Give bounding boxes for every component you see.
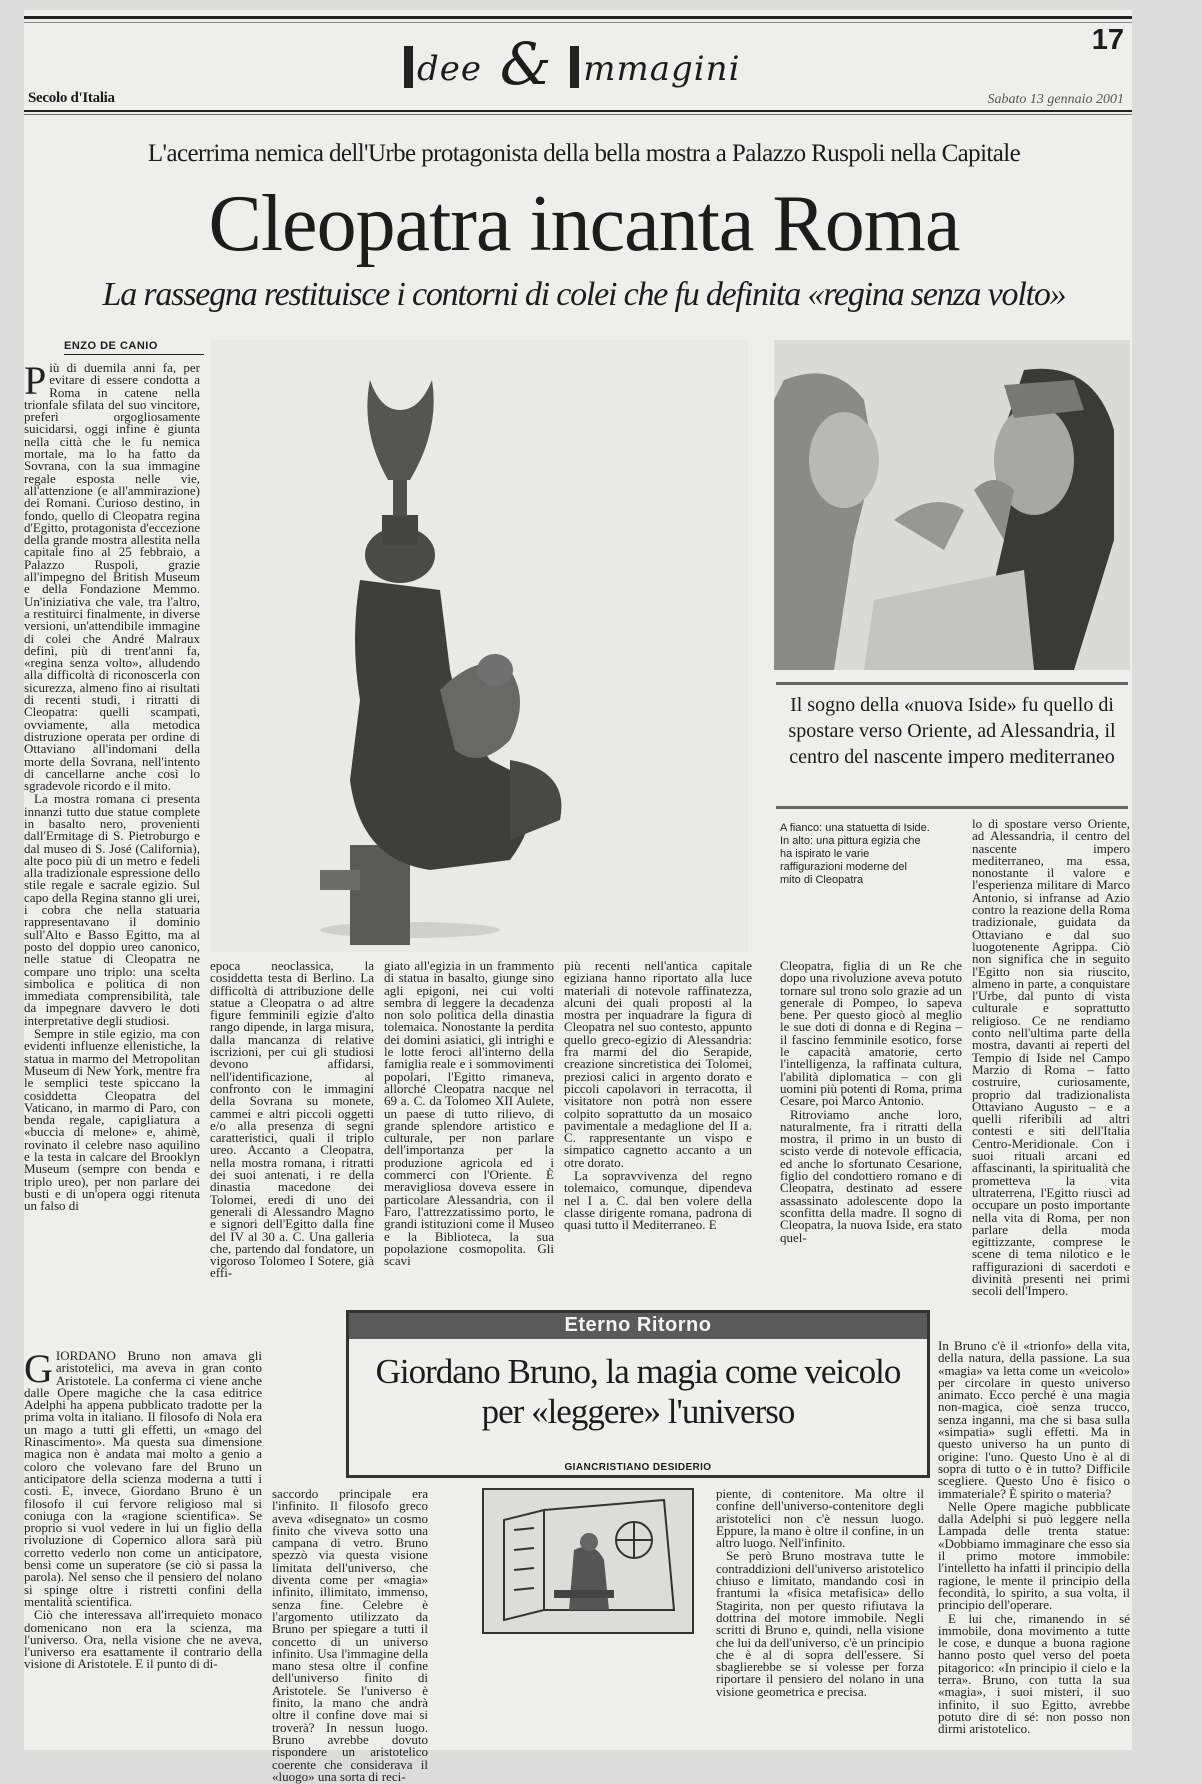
main-column-3: giato all'egizia in un frammento di statua in basalto, giunge sino agli epigoni, nei cui volti sembra di leggere la decadenza non solo politica della dinastia tolemaica. Nonostante la perdita dei domini asiatici, gli intrighi e le lotte feroci all'interno della famiglia reale e i sommovimenti popolari, l'Egitto rimaneva, allorché Cleopatra nacque nel 69 a. C. da Tolomeo XII Aulete, un paese di tutto rilievo, di grande splendore artistico e culturale, per non parlare dell'importanza per la produzione agricola ed i commerci con l'Oriente. È meravigliosa doveva essere in particolare Alessandria, con il Faro, l'attrezzatissimo porto, le grandi istituzioni come il Museo e la Biblioteca, la sua popolazione cosmopolita. Gli scavi bbox=[384, 958, 554, 1269]
bruno-col1-para2: Ciò che interessava all'irrequieto monaco domenicano non era la scienza, ma l'universo. Ora, nella visione che ne aveva, l'universo era esattamente il contrario della visione di Aristotele. E il punto di di- bbox=[24, 1607, 262, 1672]
engraving-illustration bbox=[484, 1490, 692, 1632]
main-column-6: lo di spostare verso Oriente, ad Alessandria, il centro del nascente impero mediterraneo, ma essa, nonostante il valore e l'esperienza militare di Marco Antonio, si infranse ad Azio contro la reazione della Roma tradizionale, guidata da Ottaviano e dal suo luogotenente Agrippa. Ciò non significa che in seguito l'Egitto non sia riuscito, almeno in parte, a conquistare l'Urbe, dal punto di vista culturale e soprattutto religioso. Ce ne rendiamo conto nell'ultima parte della mostra, davanti ai reperti del Tempio di Iside nel Campo Marzio di Roma – fatto costruire, curiosamente, proprio dal tradizionalista Ottaviano Augusto – e a quelli riferibili ad altri contesti e siti dell'Italia Centro-Meridionale. Con i suoi rituali arcani ed affascinanti, la spiritualità che prometteva la vita ultraterrena, l'Egitto riuscì ad occupare un posto importante nella vita di Roma, per non parlare della moda egittizzante, comprese le scene di tema nilotico e le raffigurazioni di sacerdoti e divinità presenti nei primi secoli dell'Impero. bbox=[972, 816, 1130, 1299]
statue-illustration bbox=[210, 340, 748, 952]
page-number: 17 bbox=[1091, 24, 1124, 56]
main-col5-para2: Ritroviamo anche loro, naturalmente, fra i ritratti della mostra, il primo in un busto di scisto verde di notevole efficacia, ed anche lo sfortunato Cesarione, figlio del condottiero romano e di Cleopatra, destinato ad essere assassinato adolescente dopo la sconfitta della madre. Il sogno di Cleopatra, la nuova Iside, era stato quel- bbox=[780, 1106, 962, 1245]
issue-date: Sabato 13 gennaio 2001 bbox=[987, 92, 1124, 107]
main-column-1 bbox=[24, 358, 200, 1376]
bruno-column-2: saccordo principale era l'infinito. Il filosofo greco aveva «disegnato» un cosmo finito che viveva sotto una campana di vetro. Bruno spezzò via questa visione limitata dell'universo, che diventa come per «magia» infinito, illimitato, immenso, senza fine. Celebre è l'argomento utilizzato da Bruno per spiegare a tutti il concetto di un universo infinito. Usa l'immagine della mano stesa oltre il confine dell'universo finito di Aristotele. Se l'universo è finito, la mano che andrà oltre il confine dove mai si troverà? In nessun luogo. Bruno avrebbe dovuto rispondere un aristotelico coerente che considerava il «luogo» una sorta di reci- bbox=[272, 1486, 428, 1784]
woodcut-engraving-illustration bbox=[482, 1488, 694, 1634]
bruno-column-1 bbox=[24, 1346, 262, 1746]
egyptian-painting-photo bbox=[774, 340, 1130, 670]
isis-statuette-photo bbox=[210, 340, 748, 952]
byline-rule bbox=[64, 354, 204, 355]
rubric-label: Eterno Ritorno bbox=[564, 1314, 712, 1336]
bruno-col1-para1: IORDANO Bruno non amava gli aristotelici, ma aveva in gran conto Aristotele. La conferma ci viene anche dalle Opere magiche che la casa editrice Adelphi ha appena pubblicato tradotte per la prima volta in italiano. Il filosofo di Nola era un mago a tutti gli effetti, un «mago del Rinascimento». Ma questa sua dimensione magica non è andata mai molto a genio a coloro che volevano fare del Bruno un anticipatore della scienza moderna a tutti i costi. E, invece, Giordano Bruno è un filosofo il cui fervore religioso mal si coniuga con la «ragione scientifica». Se proprio si vuol vedere in lui un figlio della rivoluzione di Copernico allora sarà più corretto vederlo non come un anticipatore, bensì come un superatore (se ciò si passa la parola). Nel senso che il pensiero del nolano si spinge oltre i ristretti confini della mentalità scientifica. bbox=[24, 1348, 262, 1609]
newspaper-name: Secolo d'Italia bbox=[28, 90, 115, 106]
main-col5-para1: Cleopatra, figlia di un Re che dopo una rivoluzione aveva potuto tornare sul trono solo grazie ad un generale di Pompeo, lo sapeva bene. Per questo giocò al meglio le sue doti di donna e di Regina – il fascino femminile esotico, forse le capacità amatorie, certo l'intelligenza, la raffinata cultura, l'abilità diplomatica – con gli uomini più potenti di Roma, prima Cesare, poi Marco Antonio. bbox=[780, 958, 962, 1109]
subheadline: La rassegna restituisce i contorni di colei che fu definita «regina senza volto» bbox=[102, 276, 1066, 313]
pullquote-rule-top bbox=[776, 682, 1128, 685]
headline: Cleopatra incanta Roma bbox=[208, 180, 960, 268]
header-rule bbox=[24, 110, 1132, 112]
main-col4-para2: La sopravvivenza del regno tolemaico, comunque, dipendeva nel I a. C. dal ben volere della classe dirigente romana, padrona di quasi tutto il Mediterraneo. E bbox=[564, 1168, 752, 1233]
bruno-column-3 bbox=[716, 1488, 924, 1746]
top-rule-thin bbox=[24, 22, 1132, 23]
kicker: L'acerrima nemica dell'Urbe protagonista della bella mostra a Palazzo Ruspoli nella Capitale bbox=[147, 140, 1021, 167]
main-col1-para1: iù di duemila anni fa, per evitare di essere condotta a Roma in catene nella trionfale sfilata del suo vincitore, preferì orgogliosamente suicidarsi, oggi infine è giunta nella città che le fu nemica mortale, ma lo ha fatto da Sovrana, con la sua immagine regale esposta nelle vie, all'attenzione (e all'ammirazione) dei Romani. Curioso destino, in fondo, quello di Cleopatra regina d'Egitto, protagonista d'eccezione della grande mostra allestita nella capitale fino al 25 febbraio, a Palazzo Ruspoli, grazie all'impegno del British Museum e della Fondazione Memmo. Un'iniziativa che vale, tra l'altro, a restituirci finalmente, in diverse versioni, un'attendibile immagine di colei che André Malraux definì, più di trent'anni fa, «regina senza volto», alludendo alla difficoltà di riconoscerla con sicurezza, almeno fino ai risultati di recenti studi, i ritratti di Cleopatra: quelli scampati, ovviamente, alla metodica distruzione operata per ordine di Ottaviano all'indomani della morte della Sovrana, nell'intento di cancellarne anche così lo sgradevole ricordo e il mito. bbox=[24, 360, 200, 794]
bruno-col3-para1: piente, di contenitore. Ma oltre il confine dell'universo-contenitore degli aristotelici non c'è nessun luogo. Eppure, la mano è oltre il confine, in un altro luogo. Nell'infinito. bbox=[716, 1486, 924, 1551]
section-title-part1: dee bbox=[417, 49, 483, 89]
top-rule bbox=[24, 16, 1132, 19]
section-title bbox=[404, 30, 864, 98]
bruno-headline: Giordano Bruno, la magia come veicolo per «leggere» l'universo bbox=[375, 1352, 901, 1431]
main-col1-para2: La mostra romana ci presenta innanzi tutto due statue complete in basalto nero, provenienti dall'Ermitage di S. Pietroburgo e dal museo di S. José (California), alte poco più di un metro e fedeli alla tradizionale espressione dello stile regale e sacrale egizio. Sul capo della Regina stanno gli urei, i cobra che nella statuaria rappresentavano il dominio sull'Alto e Basso Egitto, ma al posto del doppio ureo canonico, nelle statue di Cleopatra ne compare uno triplo: una scelta simbolica e politica di non immediata comprensibilità, tale da impegnare davvero le doti interpretative degli studiosi. bbox=[24, 791, 200, 1028]
header-rule-thin bbox=[24, 114, 1132, 115]
photo-caption: A fianco: una statuetta di Iside. In alto: una pittura egizia che ha ispirato le varie raffigurazioni moderne del mito di Cleopatra bbox=[780, 822, 930, 886]
bruno-col4-para3: E lui che, rimanendo in sé immobile, dona movimento a tutte le cose, e dunque a buona ragione hanno posto quel verso del poeta pitagorico: «In principio il cielo e la terra». Bruno, con tutta la sua «magia», i suoi misteri, il suo infinito, il suo Egitto, avrebbe potuto dire di sé: non posso non dirmi aristotelico. bbox=[938, 1610, 1130, 1737]
bruno-col4-para1: In Bruno c'è il «trionfo» della vita, della natura, della passione. La sua «magia» va letta come un «veicolo» per circolare in questo universo animato. Ecco perché è una magia non-magica, cioè senza trucco, senza inganni, ma che si basa sulla «simpatia» sugli effetti. Ma in questo universo ha un punto di origine: l'uno. Questo Uno è al di sopra di tutto o è in tutto? Difficile scegliere. Questo Uno è fisico o immateriale? È spirito o materia? bbox=[938, 1338, 1130, 1501]
main-column-2: epoca neoclassica, la cosiddetta testa di Berlino. La difficoltà di attribuzione delle statue a Cleopatra o ad altre figure femminili egizie d'alto rango dipende, in larga misura, dalla mancanza di relative iscrizioni, per cui gli studiosi devono affidarsi, nell'identificazione, al confronto con le immagini della Sovrana su monete, cammei e altri piccoli oggetti e/o alla presenza di segni caratteristici, quali il triplo ureo. Accanto a Cleopatra, nella mostra romana, i ritratti dei suoi antenati, i re della dinastia macedone dei Tolomei, eredi di uno dei generali di Alessandro Magno e signori dell'Egitto dalla fine del IV al 30 a. C. Una galleria che, partendo dal fondatore, un vigoroso Tolomeo I Sotere, già effi- bbox=[210, 958, 374, 1281]
bruno-col4-para2: Nelle Opere magiche pubblicate dalla Adelphi si può leggere nella Lampada delle trenta statue: «Dobbiamo immaginare che esso sia il primo motore immobile: l'intelletto ha infatti il principio della ragione, le mente il principio della fecondità, lo spirito, a sua volta, il principio dell'operare. bbox=[938, 1498, 1130, 1613]
main-col1-para3: Sempre in stile egizio, ma con evidenti influenze ellenistiche, la statua in marmo del Metropolitan Museum di New York, mentre fra le semplici teste spiccano la cosiddetta Cleopatra del Vaticano, in marmo di Paro, con benda regale, capigliatura a «buccia di melone» e, ahimè, rovinato il celebre naso aquilino e la testa in calcare del Brooklyn Museum (sempre con benda e triplo ureo), per non parlare dei busti e di un'opera oggi ritenuta un falso di bbox=[24, 1026, 200, 1214]
section-title-part2: mmagini bbox=[583, 49, 741, 89]
pull-quote: Il sogno della «nuova Iside» fu quello di spostare verso Oriente, ad Alessandria, il centro del nascente impero mediterraneo bbox=[788, 694, 1116, 768]
dropcap-p: P bbox=[24, 358, 47, 403]
pullquote-rule-bottom bbox=[776, 806, 1128, 809]
bruno-author: GIANCRISTIANO DESIDERIO bbox=[564, 1462, 712, 1473]
main-col4-para1: più recenti nell'antica capitale egiziana hanno riportato alla luce materiali di notevole raffinatezza, alcuni dei quali proposti al la mostra per inquadrare la figura di Cleopatra nel suo contesto, appunto quello greco-egizio di Alessandria: fra marmi del dio Serapide, creazione sincretistica dei Tolomei, preziosi calici in argento dorato e piccoli capolavori in terracotta, il visitatore non potrà non essere colpito soprattutto da un mosaico pavimentale a medaglione del II a. C. rappresentante un vispo e simpatico cagnetto accanto a un otre dorato. bbox=[564, 958, 752, 1170]
dropcap-g: G bbox=[24, 1346, 53, 1391]
painting-illustration bbox=[774, 340, 1130, 670]
section-title-bar-left bbox=[404, 46, 413, 88]
section-title-ampersand: & bbox=[499, 30, 553, 98]
bruno-column-4 bbox=[938, 1340, 1130, 1746]
bruno-col3-para2: Se però Bruno mostrava tutte le contraddizioni dell'universo aristotelico chiuso e limitato, mandando così in frantumi la «fisica metafisica» dello Stagirita, non per questo rifiutava la dottrina del motore immobile. Negli scritti di Bruno e, quindi, nella visione che lui da dell'universo, c'è un principio che è al di sopra dell'essere. Si sbaglierebbe se si volesse per forza riportare il pensiero del nolano in una visione geometrica e precisa. bbox=[716, 1548, 924, 1699]
section-title-bar-right bbox=[570, 46, 579, 88]
author-byline: ENZO DE CANIO bbox=[64, 340, 158, 352]
newspaper-page bbox=[24, 10, 1132, 1784]
